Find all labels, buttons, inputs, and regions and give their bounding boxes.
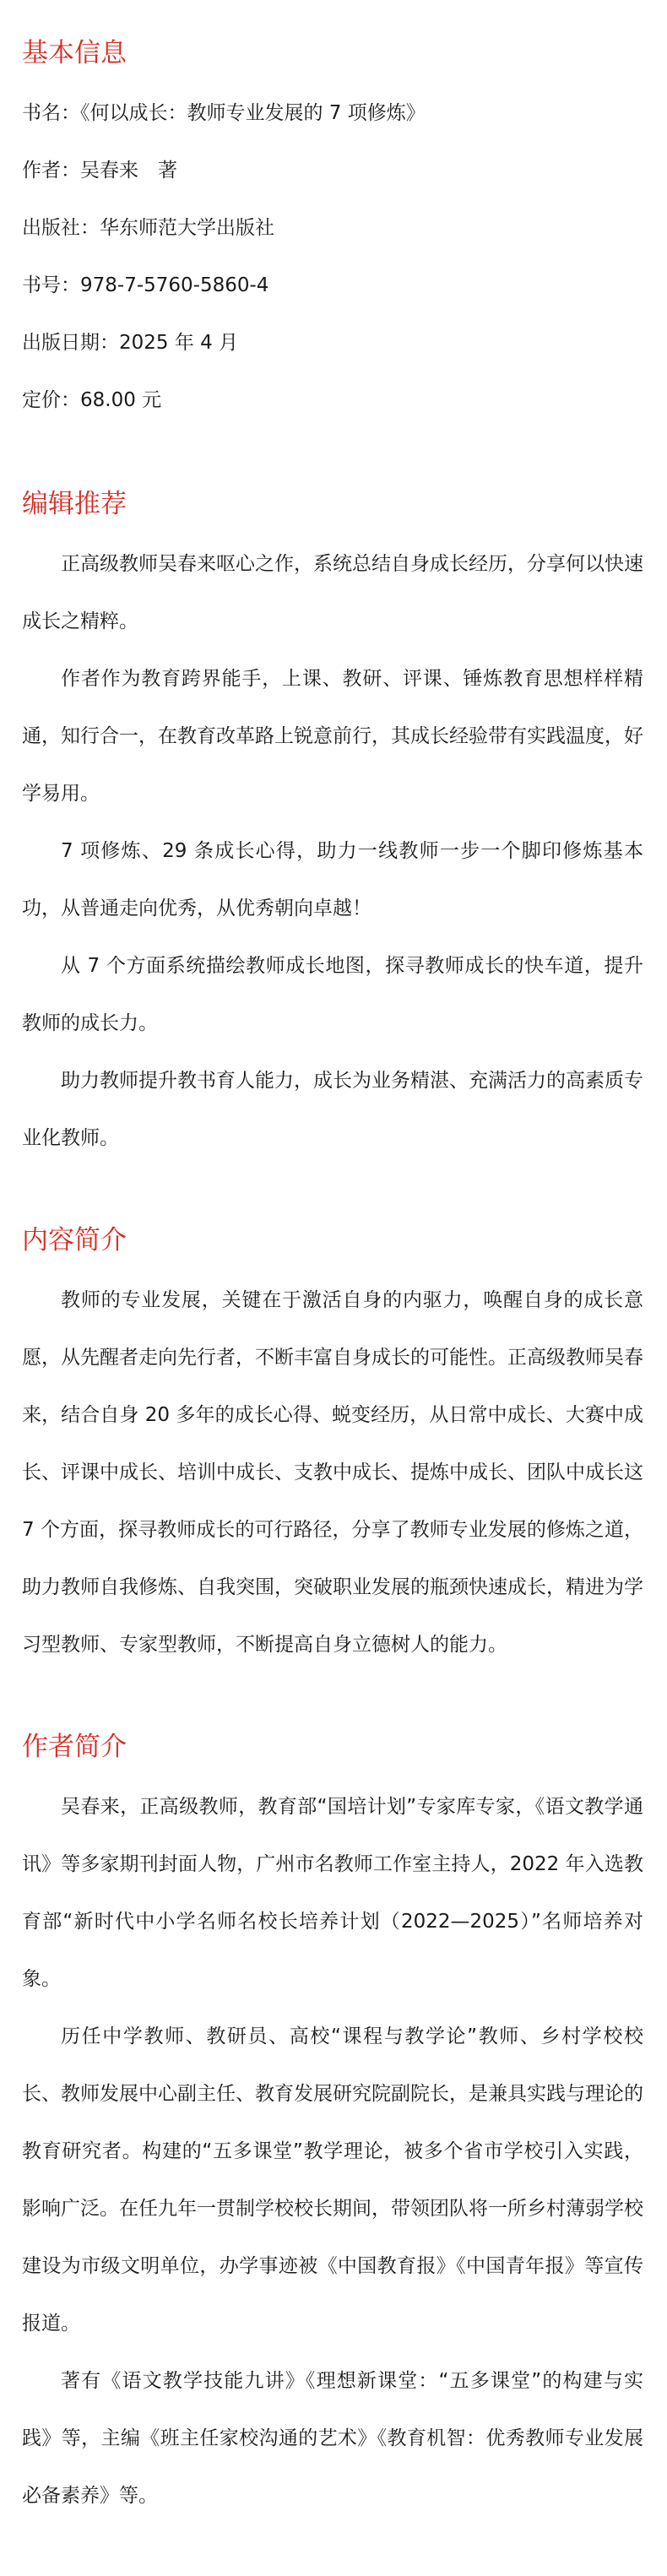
- editor-paragraph: 助力教师提升教书育人能力，成长为业务精湛、充满活力的高素质专业化教师。: [22, 1070, 643, 1149]
- editor-paragraph: 从 7 个方面系统描绘教师成长地图，探寻教师成长的快车道，提升教师的成长力。: [22, 955, 643, 1034]
- content-paragraph: 教师的专业发展，关键在于激活自身的内驱力，唤醒自身的成长意愿，从先醒者走向先行者，不断丰富自身成长的可能性。正高级教师吴春来，结合自身 20 多年的成长心得、蜕变经历，从日常中成长、大赛中成长、评课中成长、培训中成长、支教中成长、提炼中成长、团队中成长这 7 个方面，探寻教师成长的可行路径，分享了教师专业发展的修炼之道，助力教师自我修炼、自我突围，突破职业发展的瓶颈快速成长，精进为学习型教师、专家型教师，不断提高自身立德树人的能力。: [22, 1289, 643, 1656]
- author-intro-heading: 作者简介: [22, 1732, 127, 1762]
- editor-recommend-section: [22, 480, 643, 1167]
- section-spacer: [22, 1673, 643, 1722]
- editor-paragraph: 正高级教师吴春来呕心之作，系统总结自身成长经历，分享何以快速成长之精粹。: [22, 553, 643, 632]
- editor-recommend-heading: 编辑推荐: [22, 489, 127, 519]
- basic-info-section: [22, 29, 643, 429]
- editor-paragraph: 7 项修炼、29 条成长心得，助力一线教师一步一个脚印修炼基本功，从普通走向优秀，从优秀朝向卓越！: [22, 840, 643, 919]
- author-paragraph: 著有《语文教学技能九讲》《理想新课堂：“五多课堂”的构建与实践》等，主编《班主任家校沟通的艺术》《教育机智：优秀教师专业发展必备素养》等。: [22, 2370, 643, 2507]
- price-line: 定价：68.00 元: [22, 389, 162, 411]
- pub-date-line: 出版日期：2025 年 4 月: [22, 332, 239, 354]
- publisher-line: 出版社：华东师范大学出版社: [22, 217, 274, 239]
- book-name-line: 书名：《何以成长：教师专业发展的 7 项修炼》: [22, 102, 426, 124]
- author-intro-section: [22, 1722, 643, 2524]
- editor-paragraph: 作者作为教育跨界能手，上课、教研、评课、锤炼教育思想样样精通，知行合一，在教育改革路上锐意前行，其成长经验带有实践温度，好学易用。: [22, 668, 643, 805]
- section-spacer: [22, 429, 643, 480]
- content-intro-section: [22, 1216, 643, 1673]
- author-paragraph: 吴春来，正高级教师，教育部“国培计划”专家库专家，《语文教学通讯》等多家期刊封面人物，广州市名教师工作室主持人，2022 年入选教育部“新时代中小学名师名校长培养计划（2022—2025）”名师培养对象。: [22, 1796, 643, 1990]
- section-spacer: [22, 1167, 643, 1216]
- isbn-line: 书号：978-7-5760-5860-4: [22, 274, 269, 296]
- basic-info-heading: 基本信息: [22, 38, 127, 68]
- author-line: 作者：吴春来 著: [22, 160, 177, 182]
- author-paragraph: 历任中学教师、教研员、高校“课程与教学论”教师、乡村学校校长、教师发展中心副主任、教育发展研究院副院长，是兼具实践与理论的教育研究者。构建的“五多课堂”教学理论，被多个省市学校引入实践，影响广泛。在任九年一贯制学校校长期间，带领团队将一所乡村薄弱学校建设为市级文明单位，办学事迹被《中国教育报》《中国青年报》等宣传报道。: [22, 2026, 643, 2335]
- content-intro-heading: 内容简介: [22, 1225, 127, 1255]
